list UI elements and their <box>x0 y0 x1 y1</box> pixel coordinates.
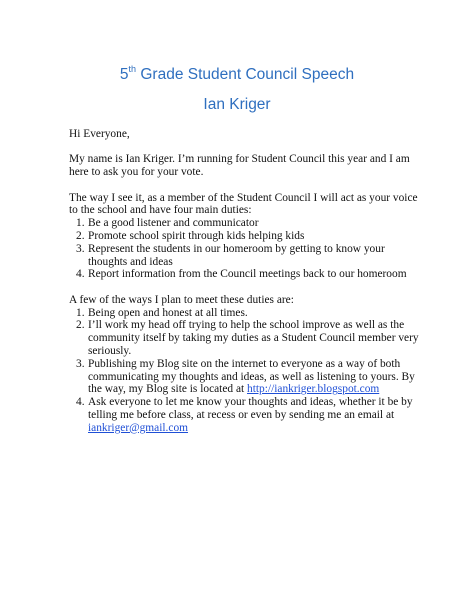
title-grade-number: 5 <box>119 66 129 83</box>
list-item <box>69 358 419 396</box>
list-number: 2. <box>76 229 85 242</box>
list-item-text: Be a good listener and communicator <box>88 217 259 230</box>
list-number: 1. <box>76 306 85 319</box>
speech-body <box>69 128 419 435</box>
document-title <box>0 63 474 84</box>
list-item <box>69 217 419 230</box>
document-subtitle-author: Ian Kriger <box>203 96 271 113</box>
list-item <box>69 230 419 243</box>
list-number: 1. <box>76 217 85 230</box>
list-number: 2. <box>76 319 85 332</box>
list-number: 3. <box>76 242 85 255</box>
duties-list <box>69 217 419 281</box>
ways-intro-paragraph: A few of the ways I plan to meet these duties are: <box>69 293 294 306</box>
email-link[interactable]: iankriger@gmail.com <box>88 421 189 434</box>
list-number: 4. <box>76 396 85 409</box>
list-item-text: I’ll work my head off trying to help the school improve as well as the community itself by taking my duties as a Student Council member very seriously. <box>88 319 419 357</box>
greeting: Hi Everyone, <box>69 128 130 140</box>
list-number: 3. <box>76 357 85 370</box>
list-number: 4. <box>76 268 85 281</box>
duties-intro-paragraph: The way I see it, as a member of the Student Council I will act as your voice to the school and have four main duties: <box>69 191 418 217</box>
title-text: Grade Student Council Speech <box>136 66 355 83</box>
list-item <box>69 396 419 434</box>
list-item-text: Report information from the Council meetings back to our homeroom <box>88 268 407 281</box>
list-item-text: Represent the students in our homeroom by getting to know your thoughts and ideas <box>88 242 385 268</box>
list-item-text: Ask everyone to let me know your thoughts and ideas, whether it be by telling me before class, at recess or even by sending me an email at <box>88 396 413 421</box>
ways-list <box>69 307 419 435</box>
list-item-text: Being open and honest at all times. <box>88 306 248 319</box>
list-item <box>69 268 419 281</box>
list-item-text: Publishing my Blog site on the internet to everyone as a way of both communicating my thoughts and ideas, as well as listening to yours. By the way, my Blog site is located at <box>88 357 415 396</box>
blog-link[interactable]: http://iankriger.blogspot.com <box>247 383 380 396</box>
intro-paragraph: My name is Ian Kriger. I’m running for Student Council this year and I am here to ask you for your vote. <box>69 153 410 179</box>
title-superscript: th <box>128 63 137 74</box>
list-item <box>69 307 419 320</box>
list-item <box>69 243 419 269</box>
list-item <box>69 319 419 357</box>
list-item-text: Promote school spirit through kids helping kids <box>88 229 305 242</box>
